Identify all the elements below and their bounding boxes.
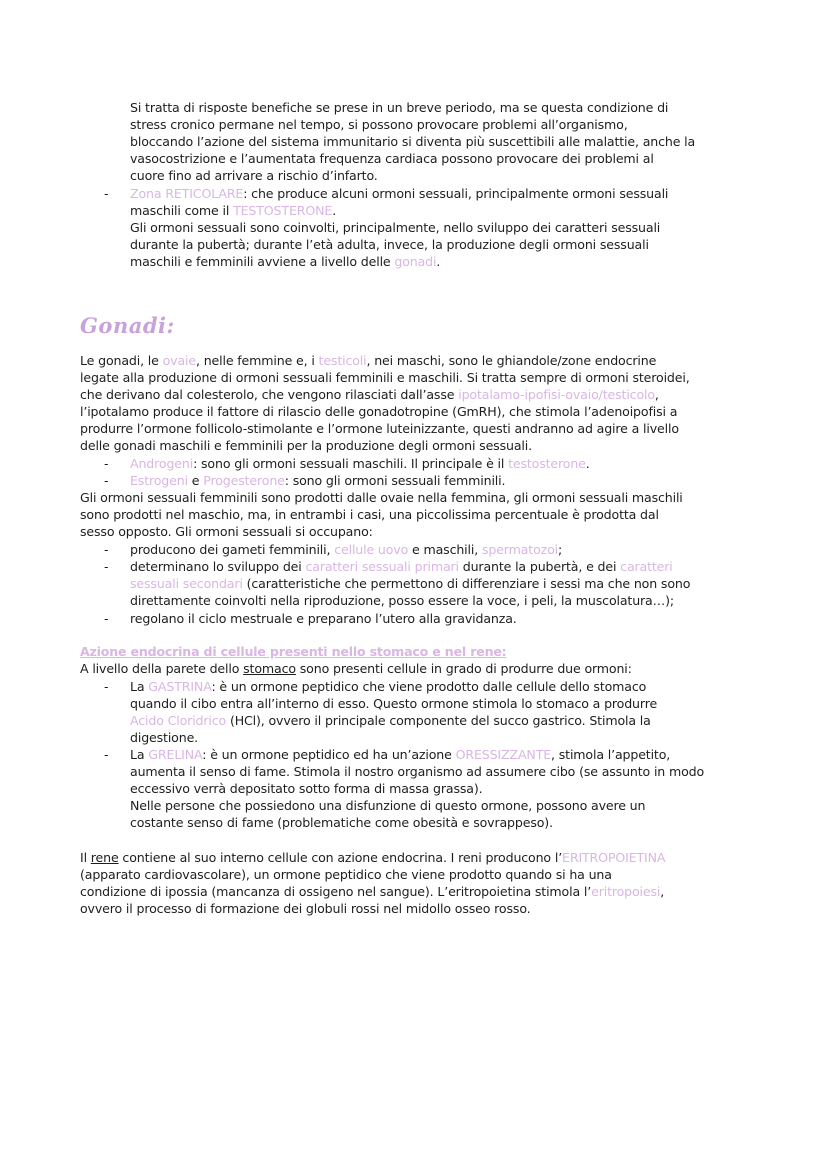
term-stomaco: stomaco — [243, 661, 296, 676]
bullet-dash: - — [104, 747, 109, 762]
gastrina-line-3: Acido Cloridrico (HCl), ovvero il principale componente del succo gastrico. Stimola la — [130, 713, 651, 728]
bullet-dash: - — [104, 542, 109, 557]
stomaco-line-1: A livello della parete dello stomaco sono presenti cellule in grado di produrre due ormoni: — [80, 661, 632, 676]
grelina-line-2: aumenta il senso di fame. Stimola il nostro organismo ad assumere cibo (se assunto in modo — [130, 764, 705, 779]
term-estrogeni: Estrogeni — [130, 473, 188, 488]
gonadi-line-9: sesso opposto. Gli ormoni sessuali si occupano: — [80, 524, 373, 539]
rene-line-4: ovvero il processo di formazione dei globuli rossi nel midollo osseo rosso. — [80, 901, 531, 916]
gastrina-line-4: digestione. — [130, 730, 199, 745]
term-oressizzante: ORESSIZZANTE — [455, 747, 552, 762]
term-progesterone: Progesterone — [203, 473, 285, 488]
bullet-dash: - — [104, 679, 109, 694]
term-eritropoiesi: eritropoiesi — [591, 884, 661, 899]
intro-line-3: bloccando l’azione del sistema immunitario si diventa più suscettibili alle malattie, anche la — [130, 134, 696, 149]
term-ovaie: ovaie — [162, 353, 196, 368]
gonadi-function-2: determinano lo sviluppo dei caratteri sessuali primari durante la pubertà, e dei caratteri — [130, 559, 673, 574]
bullet-dash: - — [104, 559, 109, 574]
term-gonadi: gonadi — [394, 254, 437, 269]
gonadi-bullet-estrogeni: Estrogeni e Progesterone: sono gli ormoni sessuali femminili. — [130, 473, 506, 488]
gonadi-function-2-line-2: sessuali secondari (caratteristiche che permettono di differenziare i sessi ma che non sono — [130, 576, 691, 591]
term-asse: ipotalamo-ipofisi-ovaio/testicolo — [458, 387, 655, 402]
gastrina-line-1: La GASTRINA: è un ormone peptidico che viene prodotto dalle cellule dello stomaco — [130, 679, 647, 694]
reticolare-line-4: durante la pubertà; durante l’età adulta, invece, la produzione degli ormoni sessuali — [130, 237, 649, 252]
term-androgeni: Androgeni — [130, 456, 194, 471]
bullet-dash: - — [104, 611, 109, 626]
term-acido-cloridrico: Acido Cloridrico — [130, 713, 227, 728]
bullet-dash: - — [104, 456, 109, 471]
term-gastrina: GASTRINA — [148, 679, 212, 694]
reticolare-line-3: Gli ormoni sessuali sono coinvolti, principalmente, nello sviluppo dei caratteri sessuali — [130, 220, 661, 235]
term-cellule-uovo: cellule uovo — [334, 542, 409, 557]
gastrina-line-2: quando il cibo entra all’interno di esso. Questo ormone stimola lo stomaco a produrre — [130, 696, 658, 711]
intro-line-5: cuore fino ad arrivare a rischio d’infarto. — [130, 168, 378, 183]
gonadi-function-1: producono dei gameti femminili, cellule uovo e maschili, spermatozoi; — [130, 542, 563, 557]
term-zona-reticolare: Zona RETICOLARE — [130, 186, 244, 201]
term-caratteri: caratteri — [620, 559, 673, 574]
gonadi-line-7: Gli ormoni sessuali femminili sono prodotti dalle ovaie nella femmina, gli ormoni sessuali maschili — [80, 490, 683, 505]
term-sessuali-secondari: sessuali secondari — [130, 576, 243, 591]
term-caratteri-primari: caratteri sessuali primari — [305, 559, 459, 574]
gonadi-function-3: regolano il ciclo mestruale e preparano l’utero alla gravidanza. — [130, 611, 517, 626]
section-heading-stomaco-rene: Azione endocrina di cellule presenti nello stomaco e nel rene: — [80, 644, 507, 659]
term-rene: rene — [90, 850, 119, 865]
grelina-line-1: La GRELINA: è un ormone peptidico ed ha un’azione ORESSIZZANTE, stimola l’appetito, — [130, 747, 671, 762]
intro-line-4: vasocostrizione e l’aumentata frequenza cardiaca possono provocare dei problemi al — [130, 151, 654, 166]
term-eritropoietina: ERITROPOIETINA — [562, 850, 666, 865]
section-title-gonadi: Gonadi: — [80, 313, 175, 338]
gonadi-line-5: produrre l’ormone follicolo-stimolante e l’ormone luteinizzante, questi andranno ad agire a livello — [80, 421, 679, 436]
term-testicoli: testicoli — [318, 353, 367, 368]
intro-line-1: Si tratta di risposte benefiche se prese in un breve periodo, ma se questa condizione di — [130, 100, 669, 115]
reticolare-line-1: Zona RETICOLARE: che produce alcuni ormoni sessuali, principalmente ormoni sessuali — [130, 186, 669, 201]
gonadi-line-4: l’ipotalamo produce il fattore di rilascio delle gonadotropine (GmRH), che stimola l’adenoipofisi a — [80, 404, 678, 419]
bullet-dash: - — [104, 473, 109, 488]
gonadi-line-1: Le gonadi, le ovaie, nelle femmine e, i testicoli, nei maschi, sono le ghiandole/zone endocrine — [80, 353, 657, 368]
gonadi-line-3: che derivano dal colesterolo, che vengono rilasciati dall’asse ipotalamo-ipofisi-ovaio/testicolo, — [80, 387, 659, 402]
reticolare-line-5: maschili e femminili avviene a livello delle gonadi. — [130, 254, 441, 269]
reticolare-line-2: maschili come il TESTOSTERONE. — [130, 203, 337, 218]
grelina-line-5: costante senso di fame (problematiche come obesità e sovrappeso). — [130, 815, 553, 830]
term-grelina: GRELINA — [148, 747, 203, 762]
rene-line-3: condizione di ipossia (mancanza di ossigeno nel sangue). L’eritropoietina stimola l’eritropoiesi, — [80, 884, 665, 899]
grelina-line-3: eccessivo verrà depositato sotto forma di massa grassa). — [130, 781, 483, 796]
term-testosterone: TESTOSTERONE — [233, 203, 333, 218]
term-testosterone-2: testosterone — [508, 456, 586, 471]
gonadi-line-6: delle gonadi maschili e femminili per la produzione degli ormoni sessuali. — [80, 438, 532, 453]
bullet-dash: - — [104, 186, 109, 201]
rene-line-1: Il rene contiene al suo interno cellule con azione endocrina. I reni producono l’ERITROPOIETINA — [80, 850, 666, 865]
term-spermatozoi: spermatozoi — [481, 542, 558, 557]
gonadi-line-8: sono prodotti nel maschio, ma, in entrambi i casi, una piccolissima percentuale è prodotta dal — [80, 507, 659, 522]
rene-line-2: (apparato cardiovascolare), un ormone peptidico che viene prodotto quando si ha una — [80, 867, 612, 882]
gonadi-line-2: legate alla produzione di ormoni sessuali femminili e maschili. Si tratta sempre di ormoni steroidei, — [80, 370, 690, 385]
gonadi-function-2-line-3: direttamente coinvolti nella riproduzione, posso essere la voce, i peli, la muscolatura…); — [130, 593, 674, 608]
intro-line-2: stress cronico permane nel tempo, si possono provocare problemi all’organismo, — [130, 117, 628, 132]
gonadi-bullet-androgeni: Androgeni: sono gli ormoni sessuali maschili. Il principale è il testosterone. — [130, 456, 590, 471]
grelina-line-4: Nelle persone che possiedono una disfunzione di questo ormone, possono avere un — [130, 798, 646, 813]
